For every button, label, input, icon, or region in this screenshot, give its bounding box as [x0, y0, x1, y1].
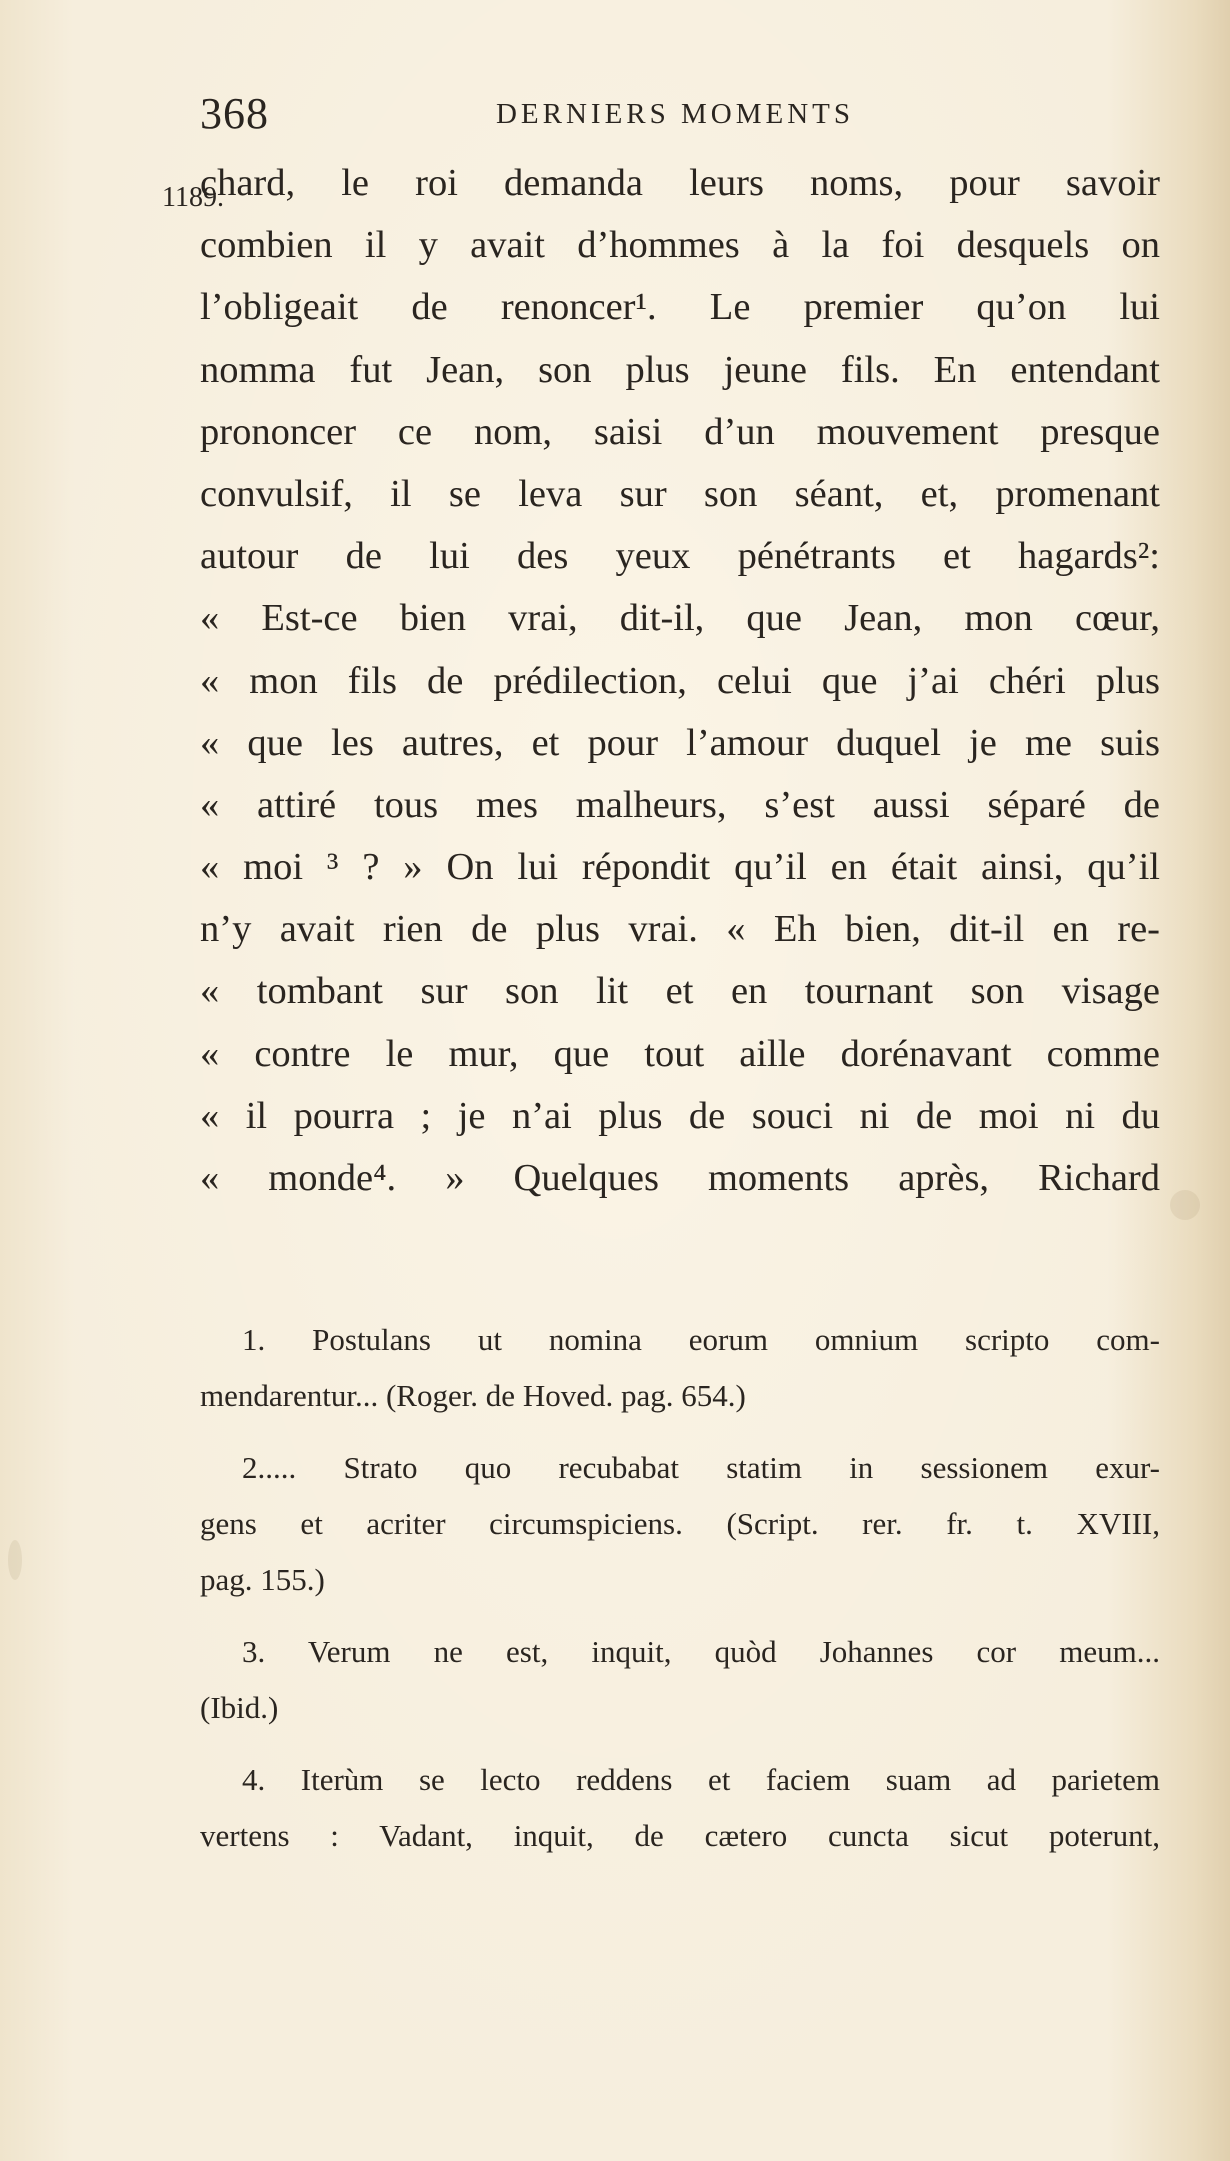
page-header [200, 88, 1150, 148]
footnote-line: vertens : Vadant, inquit, de cætero cuncta sicut poterunt, [200, 1818, 1160, 1853]
paper-stain [8, 1540, 22, 1580]
text-line: autour de lui des yeux pénétrants et hagards²: [200, 535, 1160, 578]
text-line: « il pourra ; je n’ai plus de souci ni de moi ni du [200, 1094, 1160, 1137]
text-line: « moi ³ ? » On lui répondit qu’il en était ainsi, qu’il [200, 846, 1160, 889]
text-line: « que les autres, et pour l’amour duquel je me suis [200, 721, 1160, 764]
footnote-1 [200, 1312, 1160, 1424]
text-line: l’obligeait de renoncer¹. Le premier qu’on lui [200, 286, 1160, 329]
footnote-line: 4. Iterùm se lecto reddens et faciem suam ad parietem [242, 1762, 1160, 1797]
running-head: DERNIERS MOMENTS [495, 98, 855, 130]
footnote-line: (Ibid.) [200, 1690, 279, 1725]
footnote-line: pag. 155.) [200, 1562, 325, 1597]
text-line: prononcer ce nom, saisi d’un mouvement presque [200, 410, 1160, 453]
footnote-2 [200, 1440, 1160, 1608]
paper-stain [1170, 1190, 1200, 1220]
text-line: « tombant sur son lit et en tournant son visage [200, 970, 1160, 1013]
text-line: combien il y avait d’hommes à la foi desquels on [200, 224, 1160, 267]
text-line: « contre le mur, que tout aille dorénavant comme [200, 1032, 1160, 1075]
footnote-line: mendarentur... (Roger. de Hoved. pag. 654.) [200, 1378, 746, 1413]
text-line: chard, le roi demanda leurs noms, pour savoir [200, 162, 1160, 204]
page-number: 368 [200, 89, 269, 138]
footnote-line: 3. Verum ne est, inquit, quòd Johannes cor meum... [242, 1634, 1160, 1669]
text-line: convulsif, il se leva sur son séant, et, promenant [200, 472, 1160, 515]
footnote-line: gens et acriter circumspiciens. (Script. rer. fr. t. XVIII, [200, 1506, 1160, 1541]
footnote-3 [200, 1624, 1160, 1736]
footnotes [200, 1312, 1160, 1864]
footnote-line: 1. Postulans ut nomina eorum omnium scripto com- [242, 1322, 1160, 1357]
text-line: « attiré tous mes malheurs, s’est aussi séparé de [200, 783, 1160, 826]
footnote-4 [200, 1752, 1160, 1864]
body-text [200, 152, 1160, 1209]
text-line: « mon fils de prédilection, celui que j’ai chéri plus [200, 659, 1160, 702]
text-line: « Est-ce bien vrai, dit-il, que Jean, mon cœur, [200, 597, 1160, 640]
margin-year: 1189. [162, 182, 224, 213]
text-line: « monde⁴. » Quelques moments après, Richard [200, 1157, 1160, 1199]
text-line: n’y avait rien de plus vrai. « Eh bien, dit-il en re- [200, 908, 1160, 951]
footnote-line: 2..... Strato quo recubabat statim in sessionem exur- [242, 1450, 1160, 1485]
text-line: nomma fut Jean, son plus jeune fils. En entendant [200, 348, 1160, 391]
